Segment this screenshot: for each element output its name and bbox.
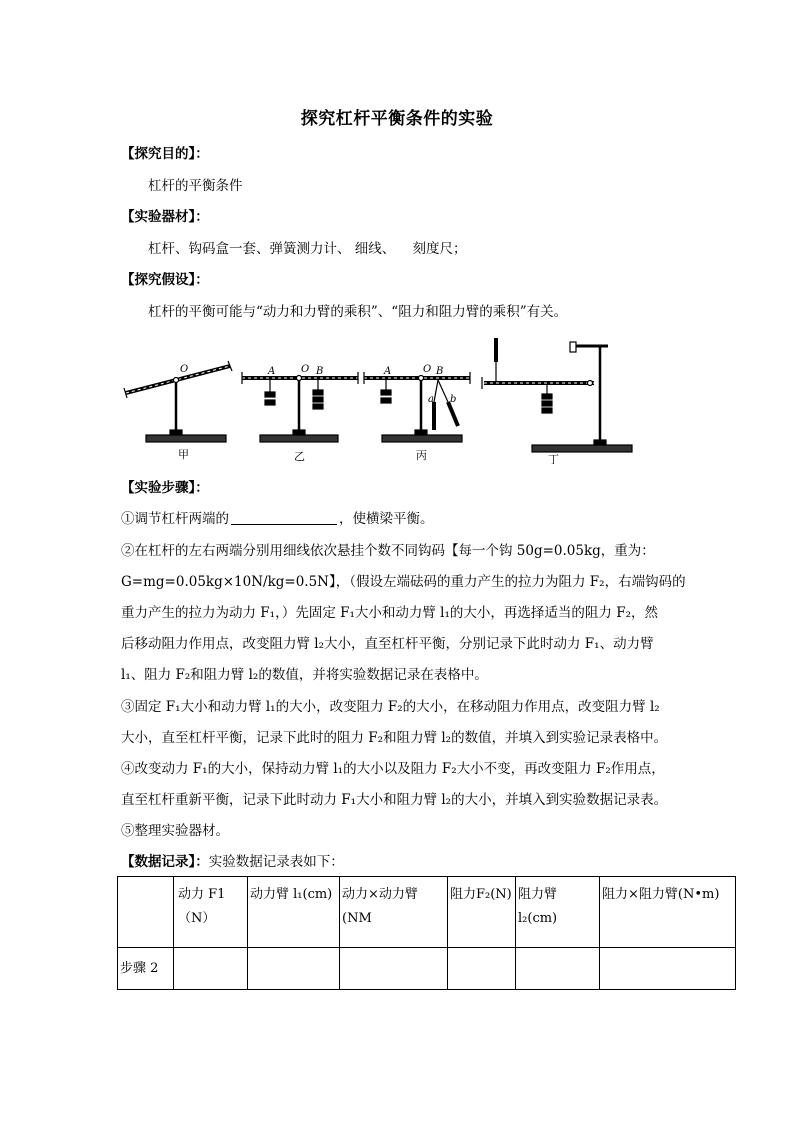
data-record-heading: 【数据记录】： <box>121 854 209 870</box>
table-header-row <box>118 877 736 948</box>
data-record-intro: 实验数据记录表如下： <box>208 854 344 870</box>
table-cell[interactable] <box>174 948 248 990</box>
data-record-line <box>121 852 344 872</box>
hypothesis-heading: 【探究假设】： <box>121 272 209 288</box>
step-2-line-2: G=mg=0.05kg×10N/kg=0.5N】，（假设左端砝码的重力产生的拉力为阻力 F₂，右端钩码的 <box>121 574 686 590</box>
steps-heading: 【实验步骤】： <box>121 480 209 496</box>
label-b-yi: B <box>316 366 324 377</box>
step-2-line-5: l₁、阻力 F₂和阻力臂 l₂的数值，并将实验数据记录在表格中。 <box>121 667 488 683</box>
label-b-lower-bing: b <box>450 394 457 405</box>
equipment-heading: 【实验器材】： <box>121 209 209 225</box>
table-header-cell: 动力臂 l₁(cm) <box>248 877 340 948</box>
table-header-cell: 动力×动力臂(NM <box>340 877 448 948</box>
table-row-label: 步骤 2 <box>118 948 174 990</box>
table-header-cell: 动力 F1（N） <box>174 877 248 948</box>
label-o-jia: O <box>180 364 189 375</box>
step-2-line-3: 重力产生的拉力为动力 F₁，）先固定 F₁大小和动力臂 l₁的大小，再选择适当的阻力 F₂，然 <box>121 605 658 621</box>
caption-ding: 丁 <box>548 453 559 464</box>
purpose-text: 杠杆的平衡条件 <box>148 178 243 194</box>
label-a-lower-bing: a <box>428 394 434 405</box>
label-a-yi: A <box>268 366 276 377</box>
table-cell[interactable] <box>600 948 736 990</box>
page-title: 探究杠杆平衡条件的实验 <box>300 109 494 129</box>
figure-ding <box>482 338 632 452</box>
label-a-bing: A <box>384 366 392 377</box>
step-1-pre: ①调节杠杆两端的 <box>121 511 229 527</box>
hypothesis-text: 杠杆的平衡可能与“动力和力臂的乘积”、“阻力和阻力臂的乘积”有关。 <box>148 304 568 320</box>
step-4-line-1: ④改变动力 F₁的大小，保持动力臂 l₁的大小以及阻力 F₂大小不变，再改变阻力 F₂作用点， <box>121 761 665 777</box>
table-cell[interactable] <box>340 948 448 990</box>
table-header-cell: 阻力臂 l₂(cm) <box>516 877 600 948</box>
step-3-line-1: ③固定 F₁大小和动力臂 l₁的大小，改变阻力 F₂的大小，在移动阻力作用点，改变阻力臂 l₂ <box>121 699 660 715</box>
caption-yi: 乙 <box>294 450 305 463</box>
figure-bing <box>364 372 470 442</box>
step-2-line-1: ②在杠杆的左右两端分别用细线依次悬挂个数不同钩码【每一个钩 50g=0.05kg，重为： <box>121 543 655 559</box>
table-header-cell: 阻力×阻力臂(N•m) <box>600 877 736 948</box>
purpose-heading: 【探究目的】： <box>121 146 209 162</box>
table-cell[interactable] <box>516 948 600 990</box>
figure-jia <box>124 361 232 442</box>
step-2-line-4: 后移动阻力作用点，改变阻力臂 l₂大小，直至杠杆平衡，分别记录下此时动力 F₁、动力臂 <box>121 636 654 652</box>
equipment-text: 杠杆、钩码盒一套、弹簧测力计、 细线、 刻度尺； <box>148 241 467 257</box>
step-3-line-2: 大小，直至杠杆平衡，记录下此时的阻力 F₂和阻力臂 l₂的数值，并填入到实验记录表格中。 <box>121 730 668 746</box>
table-cell[interactable] <box>448 948 516 990</box>
table-row <box>118 948 736 990</box>
step-5: ⑤整理实验器材。 <box>121 823 229 839</box>
label-o-yi: O <box>301 364 310 375</box>
data-record-table <box>117 876 736 990</box>
table-cell[interactable] <box>248 948 340 990</box>
label-o-bing: O <box>423 364 432 375</box>
step-1-blank[interactable] <box>231 510 337 525</box>
table-header-cell: 阻力F₂(N) <box>448 877 516 948</box>
label-b-bing: B <box>436 366 444 377</box>
figure-yi <box>242 372 358 442</box>
step-1-post: ，使横梁平衡。 <box>339 511 434 527</box>
step-4-line-2: 直至杠杆重新平衡，记录下此时动力 F₁大小和阻力臂 l₂的大小，并填入到实验数据记录表。 <box>121 792 668 808</box>
caption-bing: 丙 <box>416 449 427 462</box>
step-1 <box>121 509 434 529</box>
table-header-cell <box>118 877 174 948</box>
caption-jia: 甲 <box>178 448 189 461</box>
lever-experiment-figure <box>118 332 638 464</box>
